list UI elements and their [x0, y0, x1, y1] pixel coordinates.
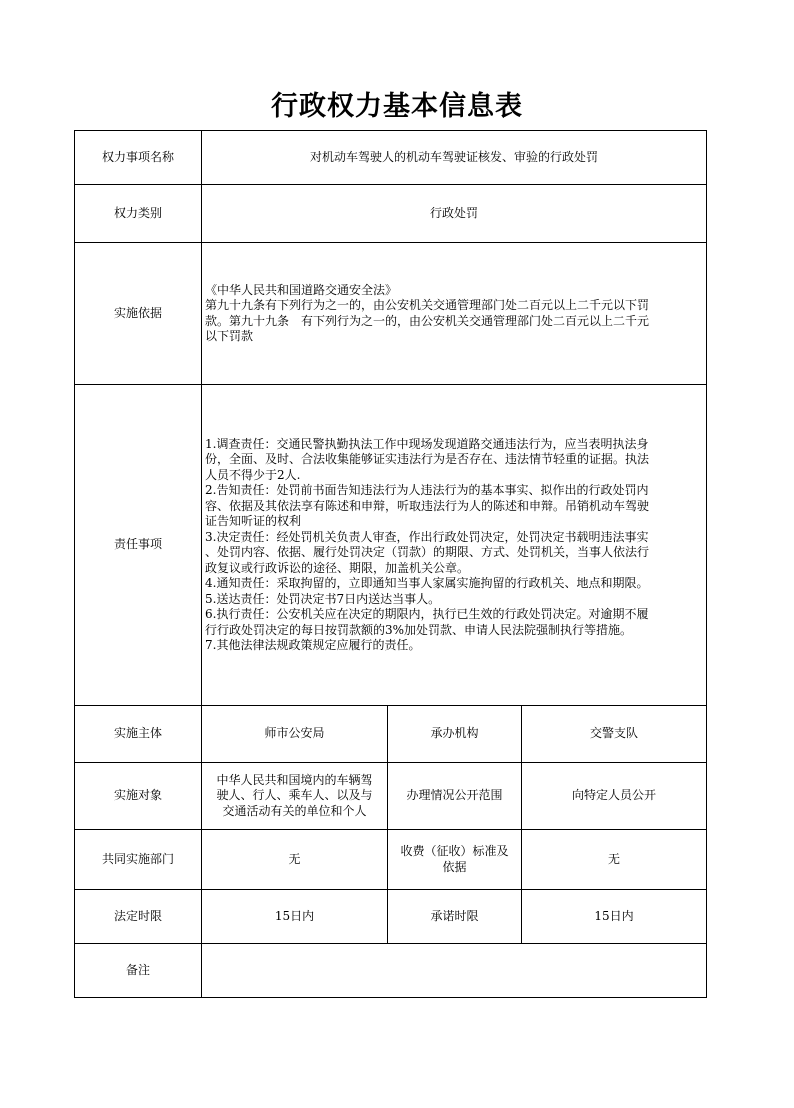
disclosure-label: 办理情况公开范围 — [388, 763, 522, 830]
promise-limit-value: 15日内 — [522, 890, 707, 944]
duty-label: 责任事项 — [75, 385, 202, 706]
duty-value: 1.调查责任：交通民警执勤执法工作中现场发现道路交通违法行为，应当表明执法身 份，全面、及时、合法收集能够证实违法行为是否存在、违法情节轻重的证据。执法 人员不得少于2人. 2.告知责任：处罚前书面告知违法行为人违法行为的基本事实、拟作出的行政处罚内 容、依据及其依法享有陈述和申辩，听取违法行为人的陈述和申辩。吊销机动车驾驶 证告知听证的权利 3.决定责任：经处罚机关负责人审查，作出行政处罚决定，处罚决定书载明违法事实 、处罚内容、依据、履行处罚决定（罚款）的期限、方式、处罚机关，当事人依法行 政复议或行政诉讼的途径、期限，加盖机关公章。 4.通知责任：采取拘留的，立即通知当事人家属实施拘留的行政机关、地点和期限。 5.送达责任：处罚决定书7日内送达当事人。 6.执行责任：公安机关应在决定的期限内，执行已生效的行政处罚决定。对逾期不履 行行政处罚决定的每日按罚款额的3%加处罚款、申请人民法院强制执行等措施。 7.其他法律法规政策规定应履行的责任。 — [202, 385, 707, 706]
legal-limit-label: 法定时限 — [75, 890, 202, 944]
fee-label: 收费（征收）标准及 依据 — [388, 830, 522, 890]
row-joint — [75, 830, 707, 890]
page-title: 行政权力基本信息表 — [271, 91, 523, 122]
disclosure-value: 向特定人员公开 — [522, 763, 707, 830]
legal-limit-value: 15日内 — [202, 890, 388, 944]
row-remark — [75, 944, 707, 998]
subject-label: 实施主体 — [75, 706, 202, 763]
handler-label: 承办机构 — [388, 706, 522, 763]
info-table — [74, 130, 707, 998]
promise-limit-label: 承诺时限 — [388, 890, 522, 944]
row-time-limit — [75, 890, 707, 944]
subject-value: 师市公安局 — [202, 706, 388, 763]
basis-value: 《中华人民共和国道路交通安全法》 第九十九条有下列行为之一的，由公安机关交通管理部门处二百元以上二千元以下罚 款。第九十九条 有下列行为之一的，由公安机关交通管理部门处二百元以上二千元 以下罚款 — [202, 243, 707, 385]
name-label: 权力事项名称 — [75, 131, 202, 185]
fee-value: 无 — [522, 830, 707, 890]
row-duty — [75, 385, 707, 706]
category-label: 权力类别 — [75, 185, 202, 243]
joint-label: 共同实施部门 — [75, 830, 202, 890]
row-target — [75, 763, 707, 830]
target-value: 中华人民共和国境内的车辆驾 驶人、行人、乘车人、以及与 交通活动有关的单位和个人 — [202, 763, 388, 830]
remark-label: 备注 — [75, 944, 202, 998]
row-name — [75, 131, 707, 185]
category-value: 行政处罚 — [202, 185, 707, 243]
row-category — [75, 185, 707, 243]
row-basis — [75, 243, 707, 385]
remark-value — [202, 944, 707, 998]
handler-value: 交警支队 — [522, 706, 707, 763]
row-subject — [75, 706, 707, 763]
target-label: 实施对象 — [75, 763, 202, 830]
joint-value: 无 — [202, 830, 388, 890]
basis-label: 实施依据 — [75, 243, 202, 385]
name-value: 对机动车驾驶人的机动车驾驶证核发、审验的行政处罚 — [202, 131, 707, 185]
